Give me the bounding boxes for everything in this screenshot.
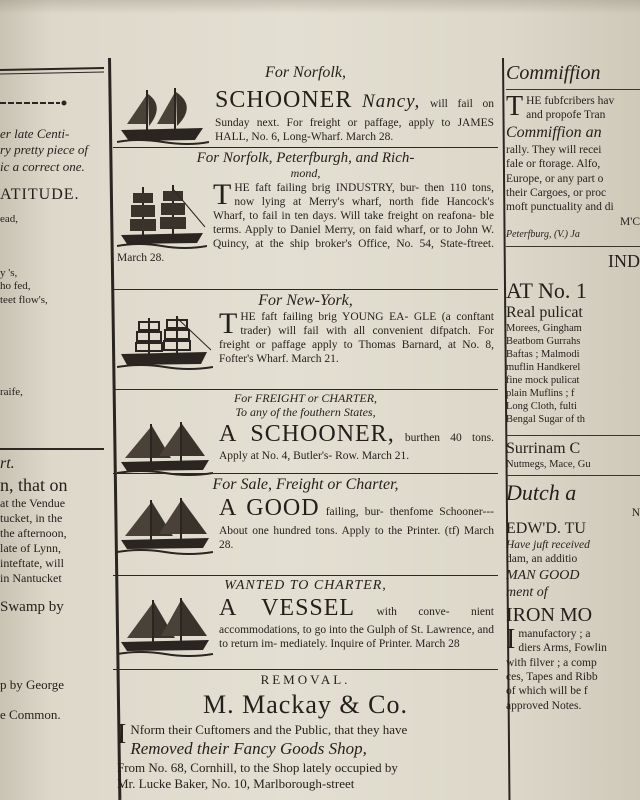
ad-line: Removed their Fancy Goods Shop, — [130, 739, 367, 759]
right-line: Europe, or any part o — [506, 172, 604, 185]
right-line: Commiffion an — [506, 123, 602, 141]
ad-body: HE faft failing brig YOUNG EA- GLE (a conftant trader) will fail with all convenient difpatch. For freight or paffage apply to Thomas Barnard, at No. 8, Fofter's Wharf. March 21. — [219, 311, 494, 366]
left-divider — [0, 448, 104, 450]
ship-woodcut-icon — [117, 183, 207, 251]
ad-heading: For Norfolk, — [265, 64, 346, 81]
schooner-woodcut-icon — [117, 496, 213, 556]
ad-line: From No. 68, Cornhill, to the Shop lately occupied by — [117, 759, 398, 775]
right-line: Morees, Gingham — [506, 322, 582, 334]
right-divider — [506, 475, 640, 476]
firm-name: M. Mackay & Co. — [203, 690, 408, 719]
ad-heading: WANTED TO CHARTER, — [224, 578, 387, 593]
drop-cap: T — [506, 91, 524, 122]
left-line: e Common. — [0, 707, 61, 722]
left-column — [0, 60, 104, 800]
drop-cap: I — [117, 719, 127, 750]
ad-brig-industry — [113, 148, 498, 290]
right-line: HE fubfcribers hav — [526, 95, 615, 107]
right-heading: Commiffion — [506, 62, 601, 84]
left-line: late of Lynn, — [0, 541, 61, 555]
right-line: with filver ; a comp — [506, 656, 597, 669]
ad-freight-charter — [113, 390, 498, 474]
left-line: the afternoon, — [0, 526, 67, 540]
ad-heading: For Sale, Freight or Charter, — [212, 476, 399, 493]
right-divider — [506, 435, 640, 436]
ad-brig-young-eagle — [113, 290, 498, 390]
left-line: ead, — [0, 212, 19, 225]
ad-heading: For FREIGHT or CHARTER, — [233, 391, 378, 405]
left-line: y 's, — [0, 266, 18, 279]
left-line: p by George — [0, 676, 65, 692]
right-line: diers Arms, Fowlin — [518, 642, 607, 655]
right-line: fale or ftorage. Alfo, — [506, 158, 601, 171]
ad-lead: A VESSEL — [219, 595, 356, 622]
right-line: fine mock pulicat — [506, 375, 580, 386]
left-line: ho fed, — [0, 280, 31, 293]
right-heading: IND — [608, 250, 640, 271]
right-line: Peterfburg, (V.) Ja — [506, 229, 580, 240]
left-line: ic a correct one. — [0, 158, 85, 174]
left-line: n, that on — [0, 474, 68, 495]
right-line: Baftas ; Malmodi — [506, 348, 580, 360]
schooner-woodcut-icon — [117, 596, 213, 658]
left-line: inteftate, will — [0, 556, 64, 570]
right-line: muflin Handkerel — [506, 361, 581, 373]
left-line: ry pretty piece of — [0, 142, 88, 158]
right-line: N — [631, 506, 640, 519]
ad-body: HE faft failing brig INDUSTRY, bur- then 110 tons, now lying at Merry's wharf, north fide Hancock's Wharf, to fail in ten days. Will take freight on reafona- ble terms. Apply to Daniel Merry, on faid wharf, or to John W. Quincy, at the ship broker's Office, No. 54, State-ftreet. March 28. — [117, 182, 494, 265]
ad-mackay-removal — [113, 670, 498, 800]
right-divider — [506, 246, 640, 247]
right-line: Long Cloth, fulti — [506, 401, 577, 413]
ad-lead: A GOOD — [219, 495, 320, 522]
right-line: M'C — [620, 215, 640, 228]
ad-lead: SCHOONER — [215, 87, 353, 114]
right-line: Nutmegs, Mace, Gu — [506, 458, 591, 470]
ship-woodcut-icon — [117, 84, 209, 146]
ad-line: Mr. Lucke Baker, No. 10, Marlborough-street — [117, 775, 355, 791]
drop-cap: T — [219, 307, 238, 341]
ad-body: with conve- nient accommodations, to go into the Gulph of St. Lawrence, and to return im- mediately. Inquire of Printer. March 28 — [219, 606, 494, 651]
ship-woodcut-icon — [117, 312, 213, 372]
right-line: ment of — [506, 585, 548, 601]
left-heading: ATITUDE. — [0, 185, 80, 203]
ad-heading-cont: mond, — [290, 166, 321, 181]
ad-lead: A SCHOONER, — [219, 420, 395, 447]
schooner-woodcut-icon — [117, 422, 213, 476]
right-line: Bengal Sugar of th — [506, 414, 586, 426]
ad-wanted-charter — [113, 576, 498, 670]
left-line: at the Vendue — [0, 496, 66, 510]
ad-body: failing, bur- thenfome Schooner---About one hundred tons. Apply to the Printer. (tf) March 28. — [219, 506, 494, 551]
right-subheading: Real pulicat — [506, 303, 583, 321]
left-line: er late Centi- — [0, 126, 70, 141]
left-line: in Nantucket — [0, 571, 62, 585]
right-line: Have juft received — [506, 539, 590, 551]
right-heading: AT No. 1 — [506, 277, 587, 303]
right-subheading: Surrinam C — [506, 439, 581, 457]
ship-name: Nancy, — [362, 91, 421, 113]
left-heading: rt. — [0, 454, 15, 472]
right-line: moft punctuality and di — [506, 201, 614, 214]
right-heading: IRON MO — [506, 603, 593, 626]
drop-cap: I — [506, 623, 516, 655]
ad-for-sale — [113, 474, 498, 576]
right-line: manufactory ; a — [518, 627, 591, 640]
ad-body: will fail on Sunday next. For freight or paffage, apply to JAMES HALL, No. 6, Long-Wharf. March 28. — [215, 98, 495, 143]
right-line: Beatbom Gurrahs — [506, 335, 581, 347]
right-line: rally. They will recei — [506, 143, 602, 156]
right-line: of which will be f — [506, 685, 588, 698]
right-column — [506, 58, 640, 800]
ad-body: burthen 40 tons. Apply at No. 4, Butler's- Row. March 21. — [219, 431, 495, 462]
ad-heading: For Norfolk, Peterfburgh, and Rich- — [196, 150, 415, 166]
right-heading: Dutch a — [506, 479, 577, 505]
ad-schooner-nancy — [113, 62, 498, 148]
drop-cap: T — [213, 178, 232, 212]
ad-heading: REMOVAL. — [260, 672, 351, 687]
right-subheading: EDW'D. TU — [506, 520, 586, 537]
ad-subheading: To any of the fouthern States, — [235, 404, 376, 419]
left-line: Swamp by — [0, 599, 64, 615]
right-line: MAN GOOD — [506, 567, 580, 583]
right-line: dam, an additio — [506, 553, 578, 566]
left-line: raife, — [0, 385, 23, 398]
left-line: tucket, in the — [0, 511, 63, 525]
page-shadow — [0, 0, 640, 14]
left-line: teet flow's, — [0, 294, 48, 306]
right-line: ces, Tapes and Ribb — [506, 670, 598, 683]
right-line: and propofe Tran — [526, 109, 606, 122]
right-line: their Cargoes, or proc — [506, 186, 607, 199]
middle-column — [113, 62, 498, 800]
right-divider — [506, 89, 640, 90]
right-line: plain Muflins ; f — [506, 388, 575, 400]
ad-line: Nform their Cuftomers and the Public, that they have — [130, 722, 408, 737]
right-line: approved Notes. — [506, 699, 582, 712]
ad-heading: For New-York, — [258, 292, 353, 309]
